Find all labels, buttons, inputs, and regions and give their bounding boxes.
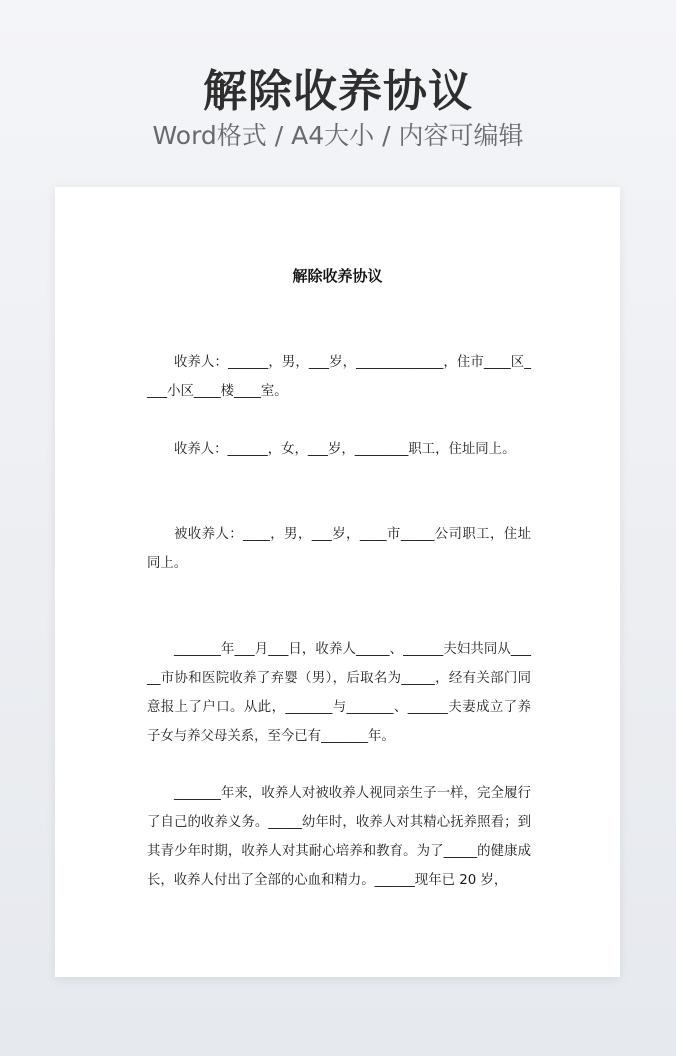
document-page bbox=[55, 187, 620, 977]
paragraph-obligations: _______年来，收养人对被收养人视同亲生子一样，完全履行了自己的收养义务。_____幼年时，收养人对其精心抚养照看；到其青少年时期，收养人对其耐心培养和教育。为了_____的健康成长，收养人付出了全部的心血和精力。______现年已 20 岁， bbox=[147, 786, 531, 888]
paragraph-adoptee: 被收养人：____，男，___岁，____市_____公司职工，住址同上。 bbox=[147, 527, 531, 571]
document-title: 解除收养协议 bbox=[292, 267, 383, 285]
paragraph-adopter-male: 收养人：______，男，___岁，_____________，住市____区____小区____楼____室。 bbox=[147, 355, 531, 399]
banner-title: 解除收养协议 bbox=[203, 66, 473, 117]
paragraph-adoption-history: _______年___月___日，收养人_____、______夫妇共同从_____市协和医院收养了弃婴（男），后取名为_____，经有关部门同意报上了户口。从此，_______与_______、______夫妻成立了养子女与养父母关系，至今已有_______年。 bbox=[147, 642, 531, 744]
banner-subtitle: Word格式 / A4大小 / 内容可编辑 bbox=[152, 121, 524, 150]
paragraph-adopter-female: 收养人：______，女，___岁，________职工，住址同上。 bbox=[174, 442, 516, 457]
